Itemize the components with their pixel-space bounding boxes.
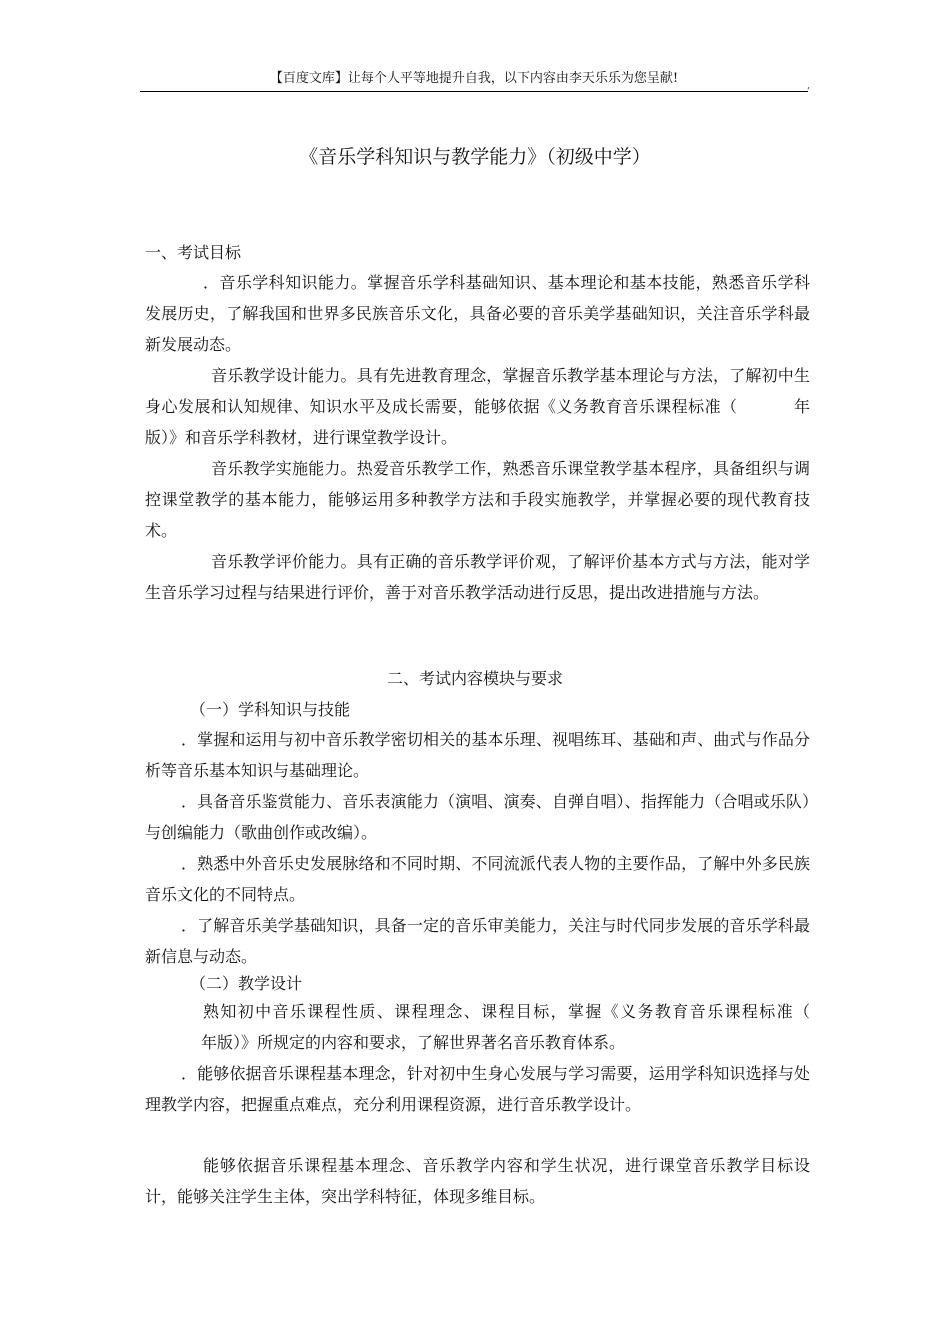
goal-paragraph-2-part-a: 音乐教学设计能力。具有先进教育理念，掌握音乐教学基本理论与方法，了解初中生身心发展和认知规律、知识水平及成长需要，能够依据《义务教育音乐课程标准（: [145, 366, 810, 416]
subsection-heading-knowledge-skills: （一）学科知识与技能: [190, 700, 351, 719]
section-heading-content-modules: 二、考试内容模块与要求: [386, 669, 563, 688]
design-paragraph-1: [145, 996, 810, 1058]
knowledge-paragraph-2: ．具备音乐鉴赏能力、音乐表演能力（演唱、演奏、自弹自唱）、指挥能力（合唱或乐队）与创编能力（歌曲创作或改编）。: [145, 792, 810, 842]
knowledge-paragraph-3: ．熟悉中外音乐史发展脉络和不同时期、不同流派代表人物的主要作品，了解中外多民族音乐文化的不同特点。: [145, 854, 810, 904]
goal-paragraph-2-part-b: 年版）》和音乐学科教材，进行课堂教学设计。: [145, 397, 810, 447]
header-mark: ,: [807, 80, 811, 91]
goal-paragraph-1: ．音乐学科知识能力。掌握音乐学科基础知识、基本理论和基本技能，熟悉音乐学科发展历史，了解我国和世界多民族音乐文化，具备必要的音乐美学基础知识，关注音乐学科最新发展动态。: [145, 273, 810, 354]
subsection-heading-teaching-design: （二）教学设计: [190, 974, 303, 993]
design-paragraph-2: ．能够依据音乐课程基本理念，针对初中生身心发展与学习需要，运用学科知识选择与处理教学内容，把握重点难点，充分利用课程资源，进行音乐教学设计。: [145, 1064, 810, 1114]
goal-paragraph-4: 音乐教学评价能力。具有正确的音乐教学评价观，了解评价基本方式与方法，能对学生音乐学习过程与结果进行评价，善于对音乐教学活动进行反思，提出改进措施与方法。: [145, 552, 810, 602]
section-heading-exam-goals: 一、考试目标: [145, 243, 242, 262]
knowledge-paragraph-1: ．掌握和运用与初中音乐教学密切相关的基本乐理、视唱练耳、基础和声、曲式与作品分析等音乐基本知识与基础理论。: [145, 730, 810, 780]
design-paragraph-3: 能够依据音乐课程基本理念、音乐教学内容和学生状况，进行课堂音乐教学目标设计，能够关注学生主体，突出学科特征，体现多维目标。: [145, 1156, 810, 1206]
document-title: 《音乐学科知识与教学能力》（初级中学）: [299, 146, 651, 168]
goal-paragraph-3: 音乐教学实施能力。热爱音乐教学工作，熟悉音乐课堂教学基本程序，具备组织与调控课堂教学的基本能力，能够运用多种教学方法和手段实施教学，并掌握必要的现代教育技术。: [145, 459, 810, 540]
design-paragraph-1-part-a: 熟知初中音乐课程性质、课程理念、课程目标，掌握《义务教育音乐课程标准（: [203, 1002, 810, 1021]
knowledge-paragraph-4: ．了解音乐美学基础知识，具备一定的音乐审美能力，关注与时代同步发展的音乐学科最新信息与动态。: [145, 916, 810, 966]
goal-paragraph-2: [145, 360, 810, 453]
design-paragraph-1-part-b: 年版）》所规定的内容和要求，了解世界著名音乐教育体系。: [201, 1033, 626, 1052]
page-header: 【百度文库】让每个人平等地提升自我，以下内容由李天乐乐为您呈献!: [140, 70, 808, 92]
